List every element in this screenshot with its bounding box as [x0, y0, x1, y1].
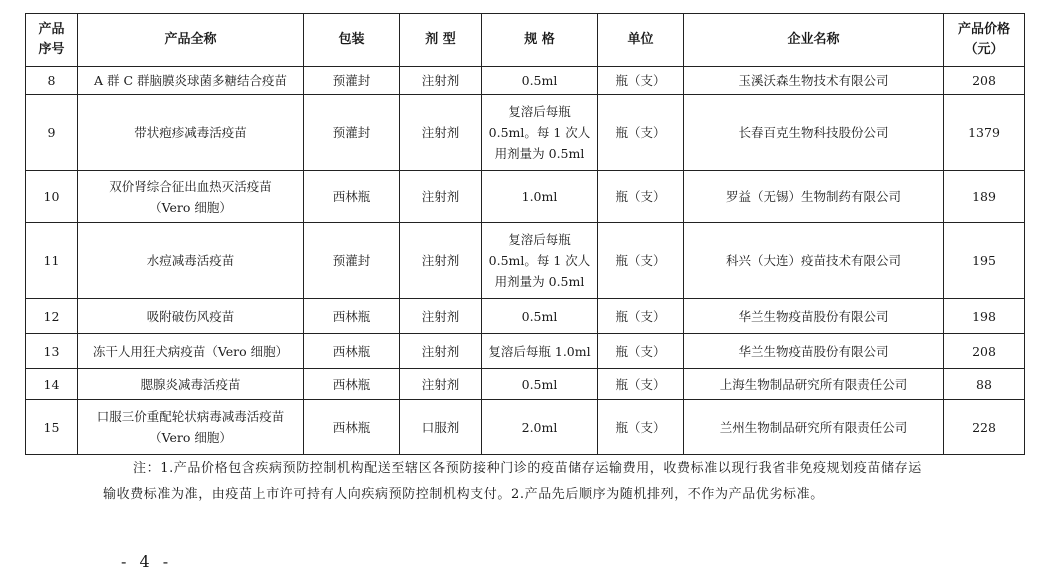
header-seq: 产品 序号 [26, 14, 78, 67]
cell-name: 腮腺炎减毒活疫苗 [78, 369, 304, 400]
cell-unit: 瓶（支） [598, 334, 684, 369]
page-number: - 4 - [121, 552, 173, 571]
cell-company: 上海生物制品研究所有限责任公司 [684, 369, 944, 400]
header-company: 企业名称 [684, 14, 944, 67]
cell-price: 208 [944, 67, 1025, 95]
cell-price: 228 [944, 400, 1025, 455]
table-row [26, 400, 1025, 455]
cell-form: 注射剂 [400, 334, 482, 369]
header-spec: 规 格 [482, 14, 598, 67]
cell-company: 科兴（大连）疫苗技术有限公司 [684, 223, 944, 299]
cell-form: 注射剂 [400, 171, 482, 223]
cell-name: 双价肾综合征出血热灭活疫苗 （Vero 细胞） [78, 171, 304, 223]
cell-price: 195 [944, 223, 1025, 299]
cell-price: 208 [944, 334, 1025, 369]
cell-unit: 瓶（支） [598, 369, 684, 400]
cell-name: 冻干人用狂犬病疫苗（Vero 细胞） [78, 334, 304, 369]
table-row [26, 223, 1025, 299]
cell-company: 长春百克生物科技股份公司 [684, 95, 944, 171]
cell-name: 口服三价重配轮状病毒减毒活疫苗 （Vero 细胞） [78, 400, 304, 455]
cell-unit: 瓶（支） [598, 67, 684, 95]
cell-package: 西林瓶 [304, 334, 400, 369]
cell-company: 兰州生物制品研究所有限责任公司 [684, 400, 944, 455]
cell-company: 玉溪沃森生物技术有限公司 [684, 67, 944, 95]
cell-spec: 复溶后每瓶 0.5ml。每 1 次人 用剂量为 0.5ml [482, 95, 598, 171]
header-form: 剂 型 [400, 14, 482, 67]
cell-package: 西林瓶 [304, 299, 400, 334]
cell-form: 注射剂 [400, 223, 482, 299]
cell-package: 预灌封 [304, 95, 400, 171]
cell-spec: 0.5ml [482, 369, 598, 400]
table-row [26, 299, 1025, 334]
cell-company: 华兰生物疫苗股份有限公司 [684, 334, 944, 369]
cell-name: 吸附破伤风疫苗 [78, 299, 304, 334]
cell-form: 注射剂 [400, 67, 482, 95]
cell-seq: 15 [26, 400, 78, 455]
cell-unit: 瓶（支） [598, 223, 684, 299]
cell-unit: 瓶（支） [598, 95, 684, 171]
cell-seq: 12 [26, 299, 78, 334]
cell-package: 西林瓶 [304, 369, 400, 400]
header-name: 产品全称 [78, 14, 304, 67]
cell-company: 罗益（无锡）生物制药有限公司 [684, 171, 944, 223]
table-row [26, 95, 1025, 171]
cell-spec: 复溶后每瓶 0.5ml。每 1 次人 用剂量为 0.5ml [482, 223, 598, 299]
cell-spec: 复溶后每瓶 1.0ml [482, 334, 598, 369]
cell-package: 预灌封 [304, 223, 400, 299]
cell-form: 注射剂 [400, 369, 482, 400]
table-row [26, 369, 1025, 400]
table-header-row [26, 14, 1025, 67]
cell-seq: 10 [26, 171, 78, 223]
cell-spec: 2.0ml [482, 400, 598, 455]
cell-package: 西林瓶 [304, 400, 400, 455]
cell-name: A 群 C 群脑膜炎球菌多糖结合疫苗 [78, 67, 304, 95]
cell-spec: 0.5ml [482, 67, 598, 95]
cell-package: 预灌封 [304, 67, 400, 95]
header-price: 产品价格 （元） [944, 14, 1025, 67]
cell-seq: 11 [26, 223, 78, 299]
cell-price: 1379 [944, 95, 1025, 171]
footnote: 注：1.产品价格包含疾病预防控制机构配送至辖区各预防接种门诊的疫苗储存运输费用，收费标准以现行我省非免疫规划疫苗储存运输收费标准为准，由疫苗上市许可持有人向疾病预防控制机构支付。2.产品先后顺序为随机排列，不作为产品优劣标准。 [103, 461, 922, 502]
cell-form: 口服剂 [400, 400, 482, 455]
cell-form: 注射剂 [400, 95, 482, 171]
cell-form: 注射剂 [400, 299, 482, 334]
cell-company: 华兰生物疫苗股份有限公司 [684, 299, 944, 334]
cell-seq: 13 [26, 334, 78, 369]
cell-spec: 1.0ml [482, 171, 598, 223]
cell-name: 水痘减毒活疫苗 [78, 223, 304, 299]
cell-seq: 14 [26, 369, 78, 400]
cell-unit: 瓶（支） [598, 299, 684, 334]
table-row [26, 334, 1025, 369]
cell-name: 带状疱疹减毒活疫苗 [78, 95, 304, 171]
cell-package: 西林瓶 [304, 171, 400, 223]
cell-seq: 8 [26, 67, 78, 95]
cell-price: 198 [944, 299, 1025, 334]
cell-spec: 0.5ml [482, 299, 598, 334]
header-package: 包装 [304, 14, 400, 67]
table-row [26, 67, 1025, 95]
cell-unit: 瓶（支） [598, 400, 684, 455]
cell-price: 189 [944, 171, 1025, 223]
header-unit: 单位 [598, 14, 684, 67]
table-row [26, 171, 1025, 223]
vaccine-price-table [25, 13, 1025, 455]
cell-price: 88 [944, 369, 1025, 400]
cell-seq: 9 [26, 95, 78, 171]
cell-unit: 瓶（支） [598, 171, 684, 223]
